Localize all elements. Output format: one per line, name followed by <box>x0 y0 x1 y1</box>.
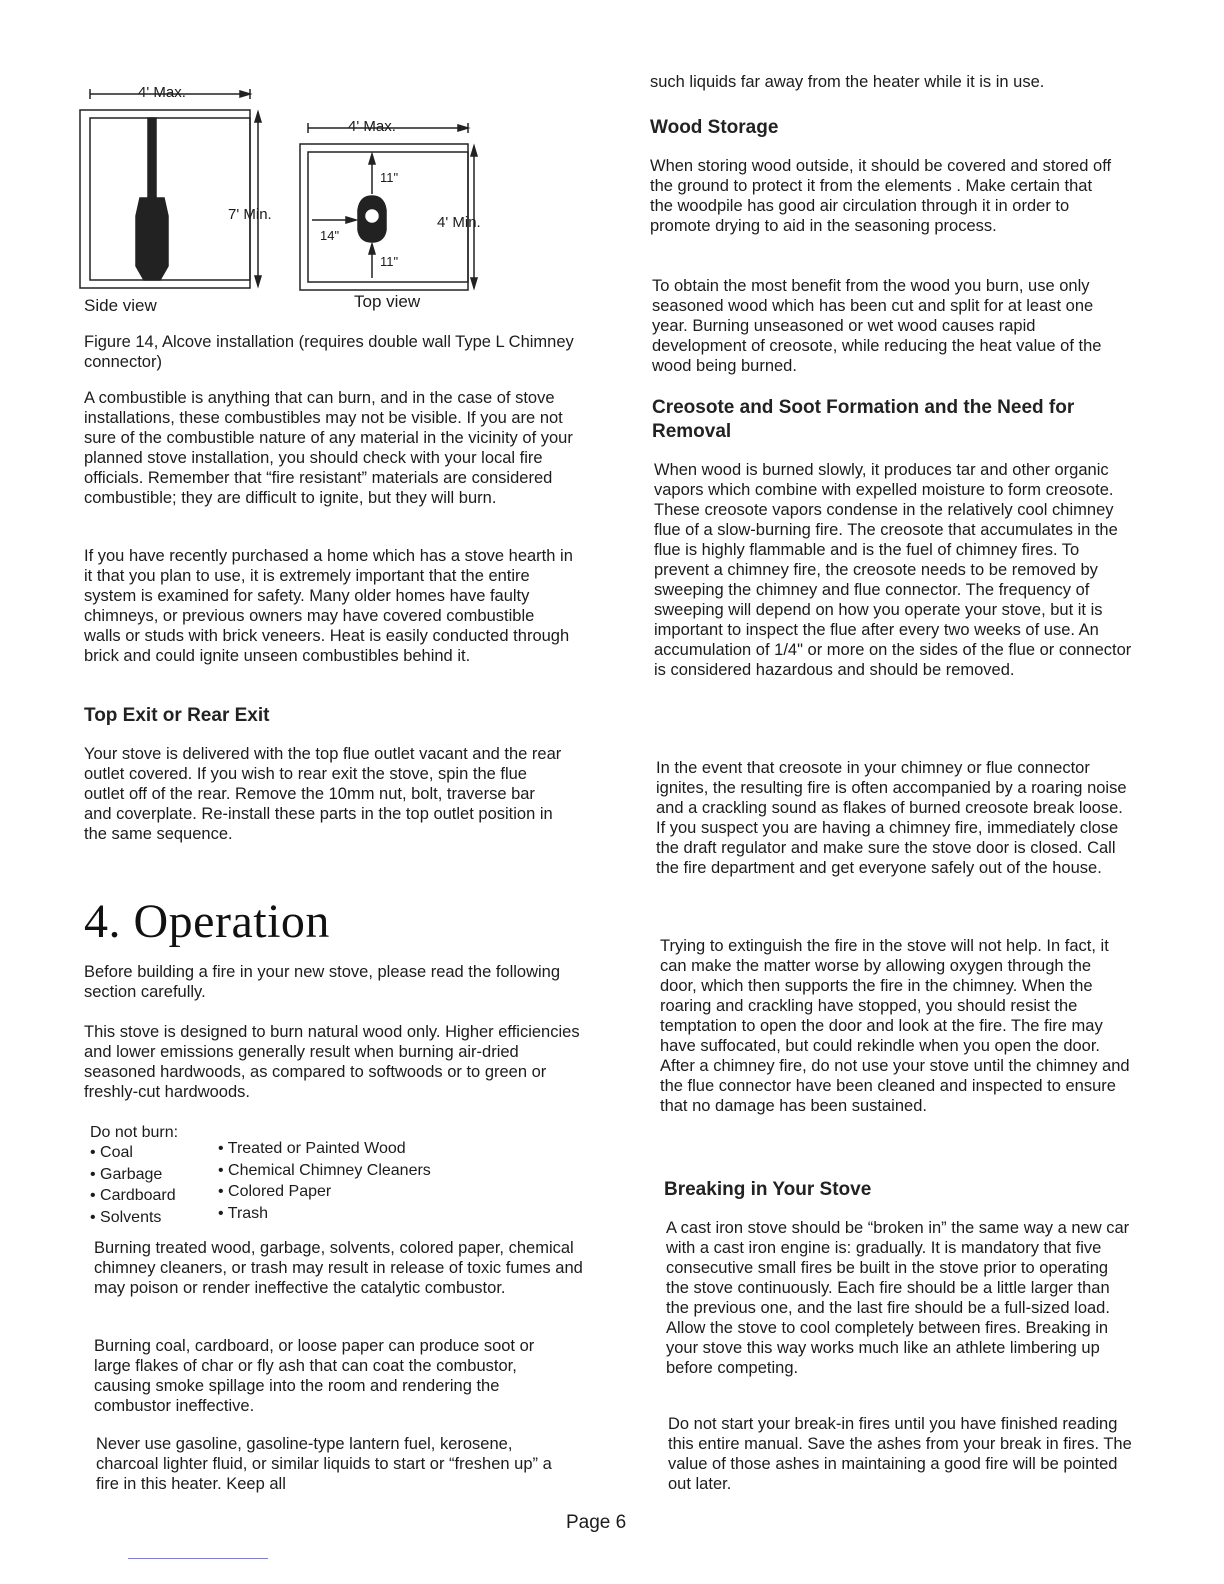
heading-breaking-in: Breaking in Your Stove <box>664 1179 872 1200</box>
list-item: • Chemical Chimney Cleaners <box>218 1161 431 1179</box>
footer-rule <box>128 1558 268 1559</box>
para-wood-storage: When storing wood outside, it should be covered and stored off the ground to protect it from the elements . Make certain that the woodpile has good air circulation through it in order to promote drying to aid in the seasoning process. <box>650 157 1112 235</box>
list-item: • Treated or Painted Wood <box>218 1140 406 1157</box>
list-item: • Cardboard <box>90 1187 176 1204</box>
para-designed: This stove is designed to burn natural wood only. Higher efficiencies and lower emissions generally result when burning air-dried seasoned hardwoods, as compared to softwoods or to green or freshly-cut hardwoods. <box>84 1023 580 1101</box>
do-not-burn-label: Do not burn: <box>90 1124 179 1141</box>
para-before-building: Before building a fire in your new stove, please read the following section carefully. <box>84 963 561 1001</box>
para-combustible: A combustible is anything that can burn, and in the case of stove installations, these combustibles may not be visible. If you are not sure of the combustible nature of any material in the vicinity of your planned stove installation, you should check with your local fire officials. Remember that “fire resistant” materials are considered combustible; they are difficult to ignite, but they will burn. <box>84 389 573 507</box>
top-flue-outlet-icon <box>366 210 378 222</box>
list-item: • Trash <box>218 1204 269 1222</box>
para-creosote: When wood is burned slowly, it produces tar and other organic vapors which combine with expelled moisture to form creosote. These creosote vapors condense in the relatively cool chimney flue of a slow-burning fire. The creosote that accumulates in the flue is highly flammable and is the fuel of chimney fires. To prevent a chimney fire, the creosote needs to be removed by sweeping the chimney and flue connector. The frequency of sweeping will depend on how you operate your stove, but it is important to inspect the flue after every two weeks of use. An accumulation of 1/4" or more on the sides of the flue or connector is considered hazardous and should be removed. <box>654 461 1132 679</box>
clearance-bottom-label: 11" <box>380 254 399 269</box>
list-item: • Coal <box>90 1144 133 1161</box>
top-width-label: 4' Max. <box>348 118 396 135</box>
heading-wood-storage: Wood Storage <box>650 117 779 138</box>
side-view-label: Side view <box>84 296 157 315</box>
para-cast-iron: A cast iron stove should be “broken in” the same way a new car with a cast iron engine is: gradually. It is mandatory that five consecutive small fires be built in the stove prior to operating the stove continuously. Each fire should be a little larger than the previous one, and the last fire should be a full-sized load. Allow the stove to cool completely between fires. Breaking in your stove this way works much like an athlete limbering up before competing. <box>666 1219 1130 1377</box>
figure-caption: Figure 14, Alcove installation (requires double wall Type L Chimney connector) <box>84 333 574 371</box>
clearance-left-label: 14" <box>320 228 340 243</box>
section-title-operation: 4. Operation <box>84 895 330 948</box>
alcove-diagram <box>70 70 590 370</box>
para-break-in-fires: Do not start your break-in fires until you have finished reading this entire manual. Save the ashes from your break in fires. The value of those ashes in maintaining a good fire will be pointed out later. <box>668 1415 1132 1493</box>
side-view-diagram <box>80 89 261 288</box>
do-not-burn-list-1 <box>90 1142 176 1228</box>
side-stove-icon <box>136 198 168 280</box>
para-purchased: If you have recently purchased a home which has a stove hearth in it that you plan to use, it is extremely important that the entire system is examined for safety. Many older homes have faulty chimneys, or previous owners may have covered combustible walls or studs with brick veneers. Heat is easily conducted through brick and could ignite unseen combustibles behind it. <box>84 547 573 665</box>
clearance-top-label: 11" <box>380 170 399 185</box>
side-width-label: 4' Max. <box>138 84 186 101</box>
para-chimney-fire: In the event that creosote in your chimney or flue connector ignites, the resulting fire is often accompanied by a roaring noise and a crackling sound as flakes of burned creosote break loose. If you suspect you are having a chimney fire, immediately close the draft regulator and make sure the stove door is closed. Call the fire department and get everyone safely out of the house. <box>656 759 1127 877</box>
heading-top-exit: Top Exit or Rear Exit <box>84 705 270 726</box>
top-height-label: 4' Min. <box>437 214 481 231</box>
list-item: • Solvents <box>90 1208 162 1226</box>
para-exit: Your stove is delivered with the top flue outlet vacant and the rear outlet covered. If you wish to rear exit the stove, spin the flue outlet off of the rear. Remove the 10mm nut, bolt, traverse bar and coverplate. Re-install these parts in the top outlet position in the same sequence. <box>84 745 562 843</box>
side-chimney-pipe <box>148 118 156 198</box>
list-item: • Garbage <box>90 1165 163 1183</box>
list-item: • Colored Paper <box>218 1183 332 1200</box>
para-extinguish: Trying to extinguish the fire in the stove will not help. In fact, it can make the matter worse by allowing oxygen through the door, which then supports the fire in the chimney. When the roaring and crackling have stopped, you should resist the temptation to open the door and look at the fire. The fire may have suffocated, but could rekindle when you open the door. After a chimney fire, do not use your stove until the chimney and the flue connector have been cleaned and inspected to ensure that no damage has been sustained. <box>660 937 1130 1115</box>
para-gasoline: Never use gasoline, gasoline-type lantern fuel, kerosene, charcoal lighter fluid, or similar liquids to start or “freshen up” a fire in this heater. Keep all <box>96 1435 552 1493</box>
para-treated-wood: Burning treated wood, garbage, solvents, colored paper, chemical chimney cleaners, or trash may result in release of toxic fumes and may poison or render ineffective the catalytic combustor. <box>94 1239 583 1297</box>
do-not-burn-list-2 <box>218 1138 431 1224</box>
para-coal: Burning coal, cardboard, or loose paper can produce soot or large flakes of char or fly ash that can coat the combustor, causing smoke spillage into the room and rendering the combustor ineffective. <box>94 1337 535 1415</box>
para-benefit: To obtain the most benefit from the wood you burn, use only seasoned wood which has been cut and split for at least one year. Burning unseasoned or wet wood causes rapid development of creosote, while reducing the heat value of the wood being burned. <box>652 277 1102 375</box>
top-view-label: Top view <box>354 292 421 311</box>
page-number: Page 6 <box>566 1512 627 1533</box>
heading-creosote: Creosote and Soot Formation and the Need for Removal <box>652 397 1075 442</box>
side-height-label: 7' Min. <box>228 206 272 223</box>
para-continued: such liquids far away from the heater while it is in use. <box>650 73 1045 91</box>
